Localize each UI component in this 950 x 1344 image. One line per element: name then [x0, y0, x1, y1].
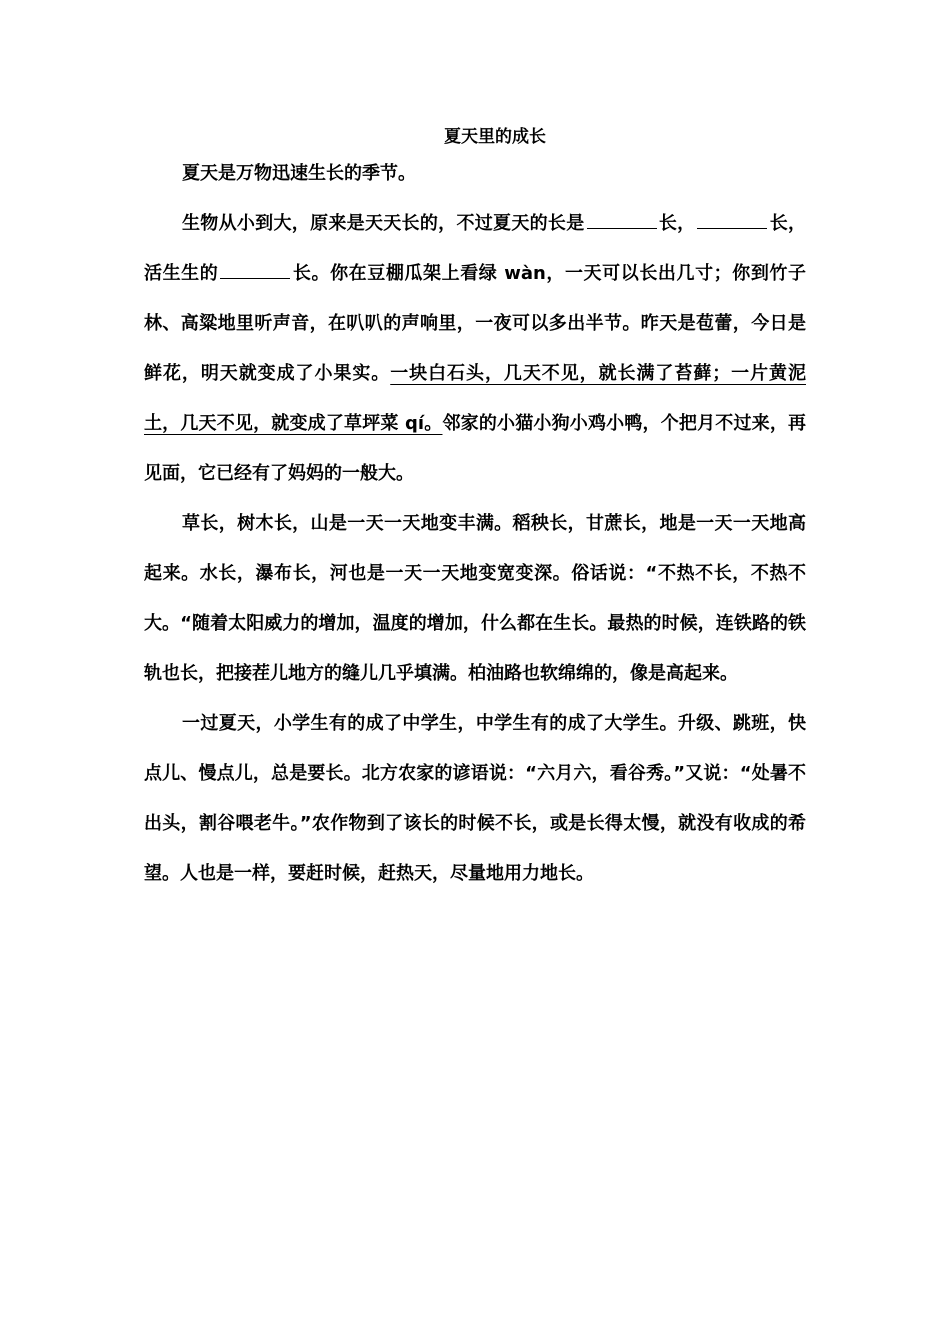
paragraph-2-part-a: 生物从小到大，原来是天天长的，不过夏天的长是 [182, 213, 585, 234]
paragraph-2-part-e: 邻家的小猫小狗小鸡小鸭，个把月不过来，再见面，它已经有了妈妈的一般大。 [144, 413, 807, 484]
paragraph-4: 一过夏天，小学生有的成了中学生，中学生有的成了大学生。升级、跳班，快点儿、慢点儿，总是要长。北方农家的谚语说：“六月六，看谷秀。”又说：“处暑不出头，割谷喂老牛。”农作物到了该长的时候不长，或是长得太慢，就没有收成的希望。人也是一样，要赶时候，赶热天，尽量地用力地长。 [144, 713, 806, 884]
fill-blank-1[interactable] [587, 210, 657, 229]
paragraph-2-part-d: 长。你在豆棚瓜架上看绿 wàn，一天可以长出几寸；你到竹子林、高粱地里听声音，在叭叭的声响里，一夜可以多出半节。昨天是苞蕾，今日是鲜花，明天就变成了小果实。 [144, 263, 806, 384]
fill-blank-3[interactable] [220, 260, 290, 279]
paragraph-3: 草长，树木长，山是一天一天地变丰满。稻秧长，甘蔗长，地是一天一天地高起来。水长，瀑布长，河也是一天一天地变宽变深。俗话说：“不热不长，不热不大。“随着太阳威力的增加，温度的增加，什么都在生长。最热的时候，连铁路的铁轨也长，把接茬儿地方的缝儿几乎填满。柏油路也软绵绵的，像是高起来。 [144, 513, 806, 684]
underlined-sentence: 一块白石头，几天不见，就长满了苔藓；一片黄泥土，几天不见，就变成了草坪菜 qí。 [144, 363, 806, 434]
article-body [144, 156, 806, 899]
paragraph-2-part-b: 长， [658, 213, 696, 234]
document-title: 夏天里的成长 [444, 127, 546, 147]
paragraph-1: 夏天是万物迅速生长的季节。 [182, 163, 416, 184]
paragraph-2 [144, 199, 806, 499]
paragraph-2-part-c: 长，活生生的 [144, 213, 807, 284]
fill-blank-2[interactable] [697, 210, 767, 229]
